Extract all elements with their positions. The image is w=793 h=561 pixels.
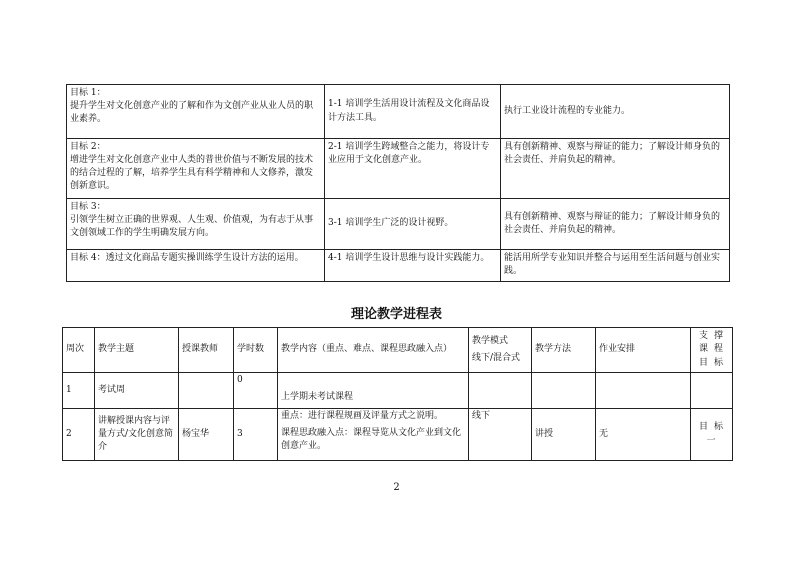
table-row	[67, 139, 730, 199]
hours-cell: 0	[234, 373, 278, 409]
method-cell: 讲授	[532, 409, 596, 461]
support-cell: 目标一	[691, 409, 733, 461]
support-cell	[691, 373, 733, 409]
table-row	[63, 409, 733, 461]
objective-label: 目标 2：	[70, 142, 106, 152]
table-row	[67, 85, 730, 139]
objective-cell	[67, 85, 325, 139]
outcome-cell: 1-1 培训学生活用设计流程及文化商品设计方法工具。	[325, 85, 501, 139]
page-number: 2	[393, 482, 400, 493]
objective-label: 目标 3：	[70, 202, 106, 212]
header-mode-line1: 教学模式	[472, 336, 509, 347]
header-topic: 教学主题	[95, 328, 179, 373]
week-cell: 2	[63, 409, 95, 461]
header-content: 教学内容（重点、难点、课程思政融入点）	[278, 328, 469, 373]
content-key-point: 重点：进行课程规画及评量方式之说明。	[281, 411, 444, 421]
topic-cell: 讲解授课内容与评量方式/文化创意简介	[95, 409, 179, 461]
header-homework: 作业安排	[596, 328, 691, 373]
ability-cell: 具有创新精神、观察与辩证的能力；了解设计师身负的社会责任、并肩负起的精神。	[501, 139, 730, 199]
header-teacher: 授课教师	[179, 328, 234, 373]
header-mode	[469, 328, 532, 373]
ability-cell: 具有创新精神、观察与辩证的能力；了解设计师身负的社会责任、并肩负起的精神。	[501, 199, 730, 250]
header-hours: 学时数	[234, 328, 278, 373]
objective-text: 引领学生树立正确的世界观、人生观、价值观，为有志于从事文创领域工作的学生明确发展方向。	[70, 215, 314, 239]
topic-cell: 考试周	[95, 373, 179, 409]
content-ideology-point: 课程思政融入点：课程导览从文化产业到文化创意产业。	[281, 428, 462, 452]
objective-label: 目标 1：	[70, 88, 106, 98]
course-objectives-table	[66, 84, 730, 282]
objective-text: 提升学生对文化创意产业的了解和作为文创产业从业人员的职业素养。	[70, 101, 314, 125]
week-cell: 1	[63, 373, 95, 409]
method-cell	[532, 373, 596, 409]
ability-cell: 能活用所学专业知识并整合与运用至生活问题与创业实践。	[501, 250, 730, 282]
table-row	[67, 250, 730, 282]
table-header-row	[63, 328, 733, 373]
outcome-cell: 4-1 培训学生设计思维与设计实践能力。	[325, 250, 501, 282]
header-mode-line2: 线下/混合式	[472, 352, 521, 363]
teacher-cell: 杨宝华	[179, 409, 234, 461]
objective-cell	[67, 139, 325, 199]
content-cell: 上学期未考试课程	[278, 373, 469, 409]
homework-cell	[596, 373, 691, 409]
schedule-title: 理论教学进程表	[350, 307, 442, 322]
mode-cell	[469, 373, 532, 409]
header-support: 支撑课程目标	[691, 328, 733, 373]
schedule-table	[62, 327, 733, 461]
outcome-cell: 2-1 培训学生跨域整合之能力，将设计专业应用于文化创意产业。	[325, 139, 501, 199]
table-row	[67, 199, 730, 250]
teacher-cell	[179, 373, 234, 409]
outcome-cell: 3-1 培训学生广泛的设计视野。	[325, 199, 501, 250]
objective-text: 增进学生对文化创意产业中人类的普世价值与不断发展的技术的结合过程的了解，培养学生具有科学精神和人文修养，激发创新意识。	[70, 155, 314, 192]
table-row	[63, 373, 733, 409]
homework-cell: 无	[596, 409, 691, 461]
ability-cell: 执行工业设计流程的专业能力。	[501, 85, 730, 139]
objective-cell: 目标 4：透过文化商品专题实操训练学生设计方法的运用。	[67, 250, 325, 282]
header-method: 教学方法	[532, 328, 596, 373]
mode-cell: 线下	[469, 409, 532, 461]
hours-cell: 3	[234, 409, 278, 461]
content-cell	[278, 409, 469, 461]
objective-cell	[67, 199, 325, 250]
header-week: 周次	[63, 328, 95, 373]
